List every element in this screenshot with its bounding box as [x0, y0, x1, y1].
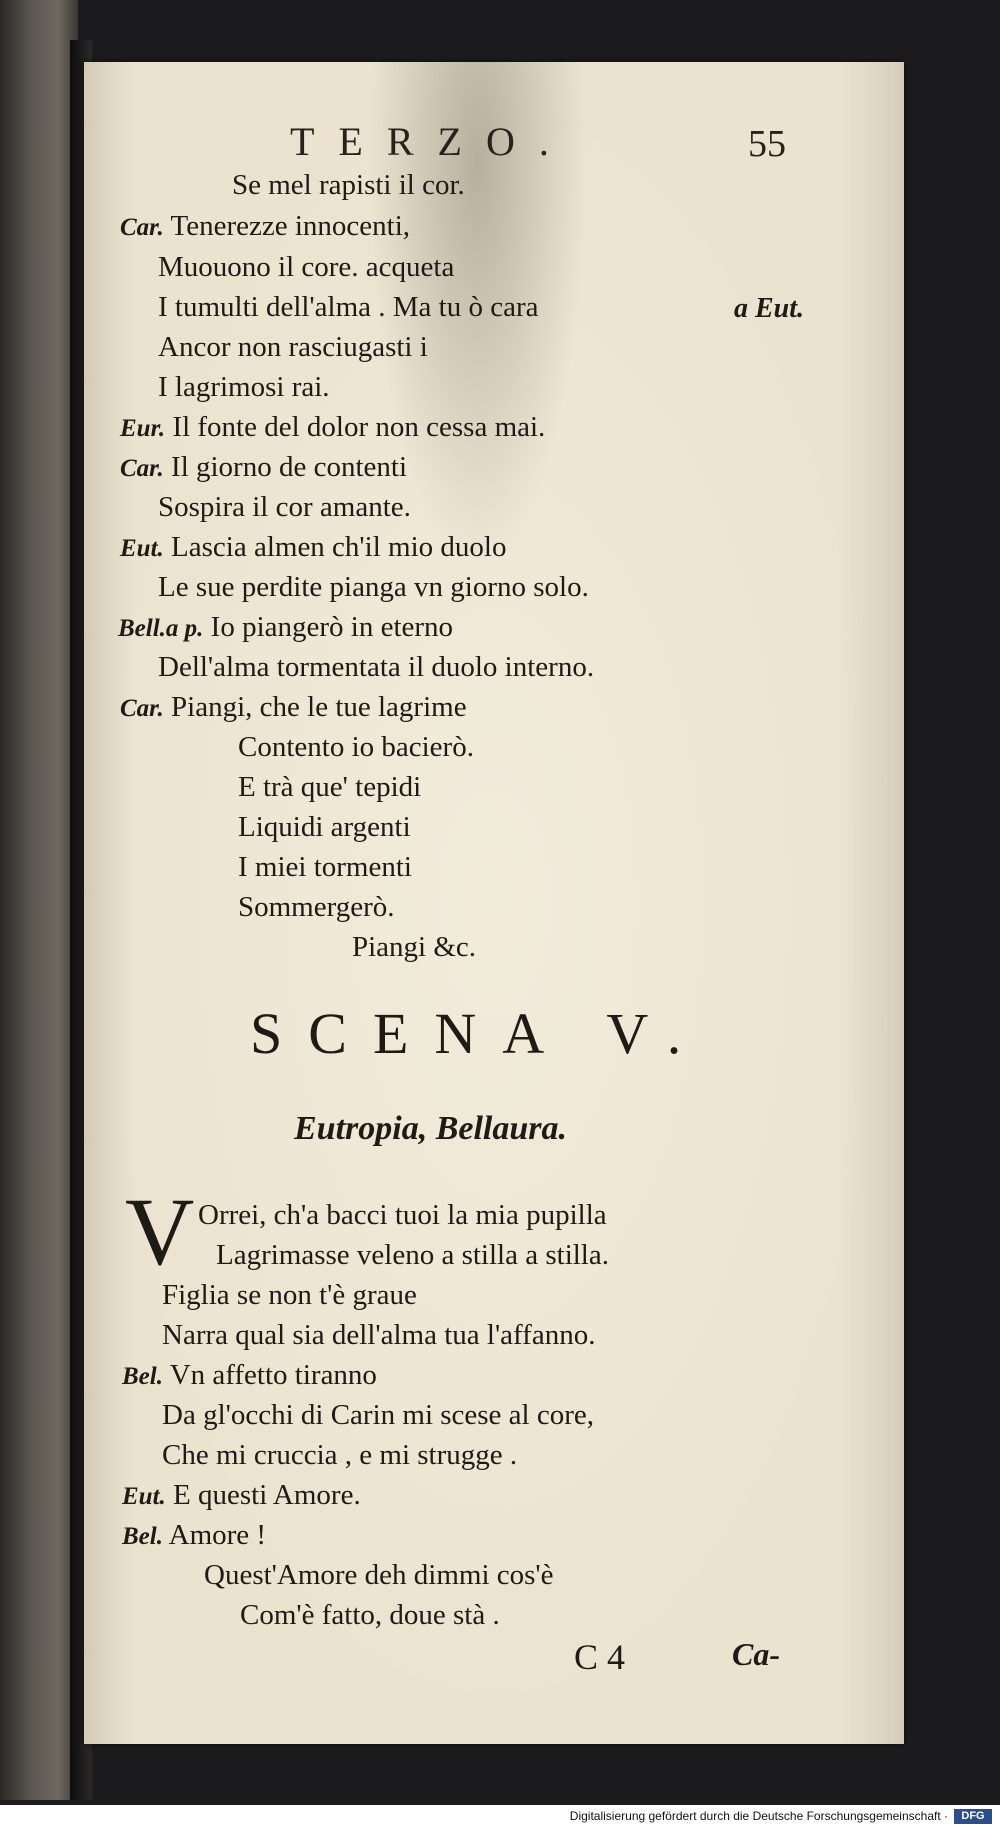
text-line: Liquidi argenti: [238, 811, 411, 843]
speaker-label: Bel.: [122, 1523, 163, 1550]
text-line: Orrei, ch'a bacci tuoi la mia pupilla: [198, 1199, 607, 1231]
speaker-label: Car.: [120, 214, 164, 241]
running-header: TERZO.: [290, 119, 573, 164]
page-number: 55: [748, 123, 786, 165]
text-line: Bel. Vn affetto tiranno: [122, 1359, 377, 1391]
speaker-label: Eut.: [120, 535, 164, 562]
text-line: Car. Il giorno de contenti: [120, 451, 407, 483]
funding-note: Digitalisierung gefördert durch die Deutsche Forschungsgemeinschaft ·: [569, 1809, 948, 1823]
text-line: Figlia se non t'è graue: [162, 1279, 417, 1311]
text-line: Muouono il core. acqueta: [158, 251, 455, 283]
text-line: Eur. Il fonte del dolor non cessa mai.: [120, 411, 546, 443]
text-line: Narra qual sia dell'alma tua l'affanno.: [162, 1319, 596, 1351]
drop-cap: V: [125, 1178, 195, 1285]
text-line: Com'è fatto, doue stà .: [240, 1599, 500, 1631]
text-line: Sospira il cor amante.: [158, 491, 411, 523]
speaker-label: Bel.: [122, 1363, 163, 1390]
speaker-label: Car.: [120, 455, 164, 482]
text-line: Car. Piangi, che le tue lagrime: [120, 691, 467, 723]
text-line: Contento io bacierò.: [238, 731, 474, 763]
text-line: Le sue perdite pianga vn giorno solo.: [158, 571, 589, 603]
facing-page-edge: [0, 0, 78, 1800]
text-line: Ancor non rasciugasti i: [158, 331, 428, 363]
text-line: Piangi &c.: [352, 931, 477, 963]
scene-characters: Eutropia, Bellaura.: [294, 1110, 568, 1147]
text-line: Car. Tenerezze innocenti,: [120, 210, 411, 242]
text-line: Bel. Amore !: [122, 1519, 267, 1551]
catchword: Ca-: [732, 1636, 780, 1672]
text-line: I miei tormenti: [238, 851, 412, 883]
text-line: Bell.a p. Io piangerò in eterno: [118, 611, 454, 643]
text-line: Eut. E questi Amore.: [122, 1479, 361, 1511]
speaker-label: Eur.: [120, 415, 166, 442]
stage-direction: a Eut.: [734, 293, 805, 324]
speaker-label: Eut.: [122, 1483, 166, 1510]
text-line: Che mi cruccia , e mi strugge .: [162, 1439, 518, 1471]
text-line: I lagrimosi rai.: [158, 371, 330, 403]
scene-title: SCENA V.: [250, 1001, 708, 1066]
footer-bar: [0, 1805, 1000, 1829]
dfg-logo: DFG: [954, 1809, 992, 1824]
text-line: Lagrimasse veleno a stilla a stilla.: [216, 1239, 609, 1271]
text-line: Se mel rapisti il cor.: [232, 169, 465, 201]
text-line: Sommergerò.: [238, 891, 395, 923]
text-line: E trà que' tepidi: [238, 771, 422, 803]
text-line: Quest'Amore deh dimmi cos'è: [204, 1559, 554, 1591]
signature-mark: C 4: [574, 1637, 626, 1677]
text-line: I tumulti dell'alma . Ma tu ò cara: [158, 291, 539, 323]
speaker-label: Bell.a p.: [118, 615, 204, 642]
text-line: Eut. Lascia almen ch'il mio duolo: [120, 531, 507, 563]
text-line: Dell'alma tormentata il duolo interno.: [158, 651, 595, 683]
speaker-label: Car.: [120, 695, 164, 722]
text-line: Da gl'occhi di Carin mi scese al core,: [162, 1399, 595, 1431]
